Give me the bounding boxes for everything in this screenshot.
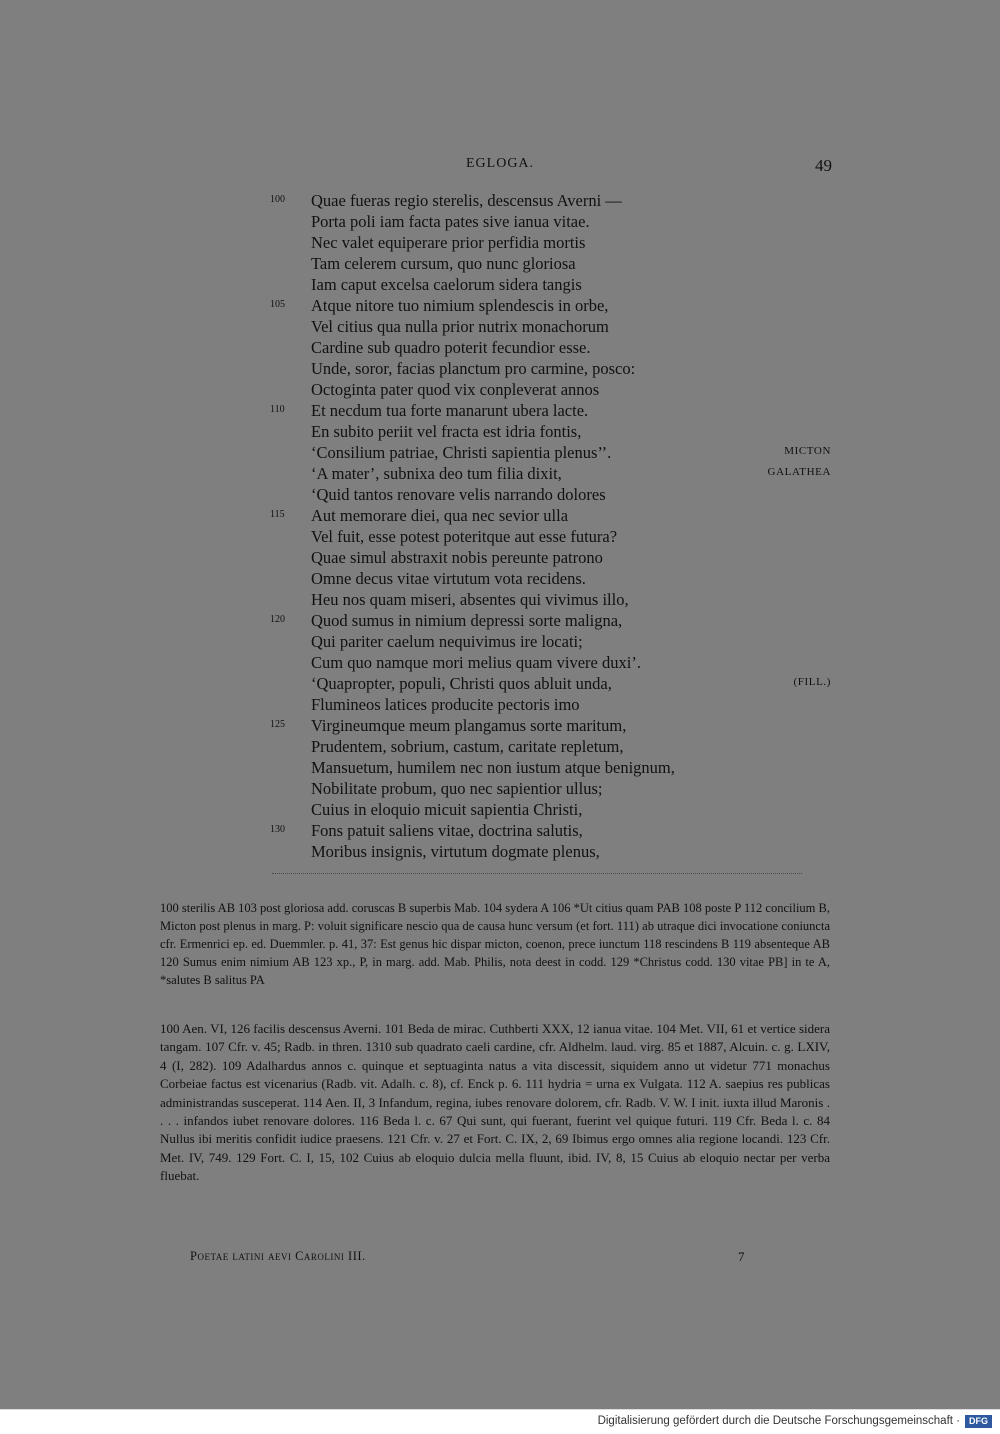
verse-line xyxy=(0,442,1000,463)
running-title: EGLOGA. xyxy=(466,156,535,171)
verse-line xyxy=(0,463,1000,484)
verse-line xyxy=(0,799,1000,820)
verse-text: Quod sumus in nimium depressi sorte maligna, xyxy=(311,611,623,630)
dfg-logo[interactable]: DFG xyxy=(965,1415,992,1428)
verse-text: Nobilitate probum, quo nec sapientior ullus; xyxy=(311,779,603,798)
verse-text: Et necdum tua forte manarunt ubera lacte. xyxy=(311,401,589,420)
verse-text: Moribus insignis, virtutum dogmate plenus, xyxy=(311,842,600,861)
verse-line xyxy=(0,400,1000,421)
verse-line xyxy=(0,841,1000,862)
line-number: 130 xyxy=(270,824,285,835)
verse-text: ‘Consilium patriae, Christi sapientia plenus’’. xyxy=(311,443,612,462)
verse-line xyxy=(0,652,1000,673)
verse-line xyxy=(0,589,1000,610)
verse-block xyxy=(0,190,1000,862)
verse-text: Omne decus vitae virtutum vota recidens. xyxy=(311,569,586,588)
verse-text: Vel fuit, esse potest poteritque aut esse futura? xyxy=(311,527,618,546)
verse-line xyxy=(0,568,1000,589)
verse-text: Porta poli iam facta pates sive ianua vitae. xyxy=(311,212,590,231)
verse-line xyxy=(0,610,1000,631)
signature-number: 7 xyxy=(738,1249,745,1264)
verse-line xyxy=(0,547,1000,568)
verse-line xyxy=(0,421,1000,442)
line-number: 120 xyxy=(270,614,285,625)
line-number: 110 xyxy=(270,404,285,415)
verse-text: Nec valet equiperare prior perfidia mortis xyxy=(311,233,586,252)
verse-line xyxy=(0,316,1000,337)
verse-text: Flumineos latices producite pectoris imo xyxy=(311,695,580,714)
verse-line xyxy=(0,757,1000,778)
verse-text: Tam celerem cursum, quo nunc gloriosa xyxy=(311,254,576,273)
verse-line xyxy=(0,379,1000,400)
verse-text: En subito periit vel fracta est idria fontis, xyxy=(311,422,582,441)
verse-text: Qui pariter caelum nequivimus ire locati; xyxy=(311,632,583,651)
verse-text: Fons patuit saliens vitae, doctrina salutis, xyxy=(311,821,583,840)
verse-line xyxy=(0,694,1000,715)
verse-text: Virgineumque meum plangamus sorte maritum, xyxy=(311,716,627,735)
verse-text: Cum quo namque mori melius quam vivere duxi’. xyxy=(311,653,641,672)
verse-line xyxy=(0,673,1000,694)
verse-line xyxy=(0,337,1000,358)
verse-text: Atque nitore tuo nimium splendescis in orbe, xyxy=(311,296,609,315)
verse-line xyxy=(0,631,1000,652)
footer-credit: Digitalisierung gefördert durch die Deutsche Forschungsgemeinschaft · xyxy=(597,1415,960,1427)
speaker-label: MICTON xyxy=(784,445,831,457)
line-number: 105 xyxy=(270,299,285,310)
verse-text: ‘Quapropter, populi, Christi quos abluit unda, xyxy=(311,674,612,693)
verse-text: Prudentem, sobrium, castum, caritate repletum, xyxy=(311,737,624,756)
verse-text: Iam caput excelsa caelorum sidera tangis xyxy=(311,275,582,294)
speaker-label: (FILL.) xyxy=(793,676,831,688)
verse-text: Cuius in eloquio micuit sapientia Christi, xyxy=(311,800,583,819)
verse-text: Unde, soror, facias planctum pro carmine, posco: xyxy=(311,359,636,378)
verse-line xyxy=(0,736,1000,757)
apparatus-text: 100 sterilis AB 103 post gloriosa add. coruscas B superbis Mab. 104 sydera A 106 *Ut citius quam PAB 108 poste P 112 concilium B, Micton post plenus in marg. P: voluit significare nescio qua de causa hunc versum (et fort. 111) ab utraque dici invocatione coniuncta cfr. Ermenrici ep. ed. Duemmler. p. 41, 37: Est genus hic dispar micton, coenon, prece iunctum 118 rescindens B 119 absenteque AB 120 Sumus enim nimium AB 123 xp., P, in marg. add. Mab. Philis, nota deest in codd. 129 *Christus codd. 130 vitae PB] in te A, *salutes B salitus PA xyxy=(160,901,830,987)
speaker-label: GALATHEA xyxy=(767,466,831,478)
line-number: 115 xyxy=(270,509,285,520)
verse-line xyxy=(0,526,1000,547)
verse-text: Octoginta pater quod vix conpleverat annos xyxy=(311,380,600,399)
verse-line xyxy=(0,778,1000,799)
verse-text: Aut memorare diei, qua nec sevior ulla xyxy=(311,506,569,525)
verse-text: Quae fueras regio sterelis, descensus Averni — xyxy=(311,191,622,210)
source-notes xyxy=(160,1020,830,1186)
verse-line xyxy=(0,358,1000,379)
line-number: 125 xyxy=(270,719,285,730)
verse-text: Heu nos quam miseri, absentes qui vivimus illo, xyxy=(311,590,629,609)
footer-bar xyxy=(0,1409,1000,1434)
verse-line xyxy=(0,232,1000,253)
verse-line xyxy=(0,253,1000,274)
verse-text: Cardine sub quadro poterit fecundior esse. xyxy=(311,338,591,357)
verse-line xyxy=(0,820,1000,841)
verse-line xyxy=(0,211,1000,232)
verse-text: ‘Quid tantos renovare velis narrando dolores xyxy=(311,485,606,504)
verse-text: Vel citius qua nulla prior nutrix monachorum xyxy=(311,317,609,336)
page-number: 49 xyxy=(815,156,832,175)
source-notes-text: 100 Aen. VI, 126 facilis descensus Averni. 101 Beda de mirac. Cuthberti XXX, 12 ianua vitae. 104 Met. VII, 61 et vertice sidera tangam. 107 Cfr. v. 45; Radb. in thren. 1310 sub quadrato caeli cardine, cfr. Aldhelm. laud. virg. 85 et 1887, Alcuin. c. g. LXIV, 4 (I, 282). 109 Adalhardus annos c. quinque et septuaginta natus a vita discessit, siquidem anno ut videtur 771 monachus Corbeiae factus est vicenarius (Radb. vit. Adalh. c. 8), cf. Enck p. 6. 111 hydria = urna ex Vulgata. 112 A. saepius res publicas administrandas susceperat. 114 Aen. II, 3 Infandum, regina, iubes renovare dolorem, cfr. Radb. V. W. I init. iuxta illud Maronis . . . . infandos iubet renovare dolores. 116 Beda l. c. 67 Qui sunt, qui fuerant, fuerint vel quique futuri. 119 Cfr. Beda l. c. 84 Nullus ibi meritis confidit iudice praesens. 121 Cfr. v. 27 et Fort. C. IX, 2, 69 Ibimus ergo omnes alia regione locandi. 123 Cfr. Met. IV, 749. 129 Fort. C. I, 15, 102 Cuius ab eloquio dulcia mella fluunt, ibid. IV, 8, 15 Cuius ab eloquio nectar per verba fluebat. xyxy=(160,1021,830,1184)
verse-line xyxy=(0,274,1000,295)
verse-line xyxy=(0,505,1000,526)
verse-text: Quae simul abstraxit nobis pereunte patrono xyxy=(311,548,603,567)
line-number: 100 xyxy=(270,194,285,205)
verse-text: Mansuetum, humilem nec non iustum atque benignum, xyxy=(311,758,675,777)
signature-line: Poetae latini aevi Carolini III. xyxy=(190,1249,366,1263)
truncated-line-divider xyxy=(272,873,802,874)
critical-apparatus xyxy=(160,899,830,989)
verse-text: ‘A mater’, subnixa deo tum filia dixit, xyxy=(311,464,562,483)
verse-line xyxy=(0,295,1000,316)
verse-line xyxy=(0,715,1000,736)
verse-line xyxy=(0,190,1000,211)
verse-line xyxy=(0,484,1000,505)
